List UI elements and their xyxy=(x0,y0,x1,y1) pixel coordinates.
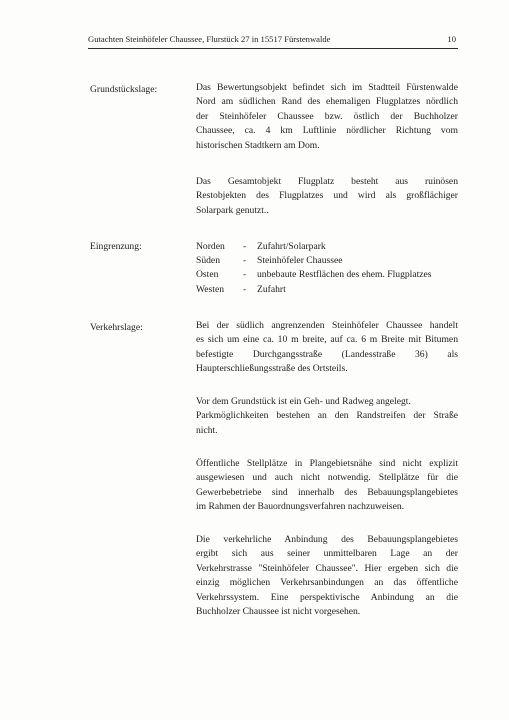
text-line: Gewerbebetriebe sind innerhalb des Bebauungsplangebietes xyxy=(196,486,458,498)
text-line: ergibt sich aus seiner unmittelbaren Lage an der xyxy=(196,548,458,560)
text-line: Chaussee, ca. 4 km Luftlinie nördlicher Richtung vom xyxy=(196,125,458,137)
text-line: Öffentliche Stellplätze in Plangebietsnähe sind nicht explizit xyxy=(196,458,458,469)
text-line: Parkmöglichkeiten bestehen an den Randstreifen der Straße xyxy=(196,410,458,422)
border-value: unbebaute Restflächen des ehem. Flugplatzes xyxy=(257,269,432,281)
text-line: einzig möglichen Verkehrsanbindungen an das öffentliche xyxy=(196,577,458,589)
border-dash: - xyxy=(243,241,247,252)
text-line: der Steinhöfeler Chaussee bzw. östlich der Buchholzer xyxy=(196,110,458,122)
text-line: befestigte Durchgangsstraße (Landesstraße 36) als xyxy=(196,348,458,360)
border-direction: Osten xyxy=(196,269,219,281)
border-dash: - xyxy=(243,283,247,295)
text-line: Das Gesamtobjekt Flugplatz besteht aus ruinösen xyxy=(196,176,458,187)
text-line: Verkehrstrasse "Steinhöfeler Chaussee". Hier ergeben sich die xyxy=(196,562,458,574)
text-line: Vor dem Grundstück ist ein Geh- und Radweg angelegt. xyxy=(196,396,411,407)
text-line: es sich um eine ca. 10 m breite, auf ca. 6 m Breite mit Bitumen xyxy=(196,334,458,346)
text-line: Die verkehrliche Anbindung des Bebauungsplangebietes xyxy=(196,534,458,545)
text-line: Bei der südlich angrenzenden Steinhöfeler Chaussee handelt xyxy=(196,320,458,331)
border-value: Steinhöfeler Chaussee xyxy=(257,255,343,267)
text-line: ausgewiesen und auch nicht notwendig. Stellplätze für die xyxy=(196,472,458,484)
text-line: historischen Stadtkern am Dom. xyxy=(196,139,320,151)
text-line: Solarpark genutzt.. xyxy=(196,204,269,216)
location-label: Grundstückslage: xyxy=(90,84,158,95)
location-paragraph-1 xyxy=(196,81,458,153)
header-title: Gutachten Steinhöfeler Chaussee, Flurstück 27 in 15517 Fürstenwalde xyxy=(88,34,331,44)
traffic-paragraph-1 xyxy=(196,319,458,377)
text-line: im Rahmen der Bauordnungsverfahren nachzuweisen. xyxy=(196,501,405,513)
traffic-paragraph-4 xyxy=(196,533,458,619)
border-dash: - xyxy=(243,269,247,281)
border-direction: Norden xyxy=(196,241,225,252)
traffic-paragraph-2 xyxy=(196,395,458,438)
text-line: Haupterschließungsstraße des Ortsteils. xyxy=(196,363,348,375)
page-number: 10 xyxy=(447,34,456,44)
text-line: Buchholzer Chaussee ist nicht vorgesehen. xyxy=(196,606,361,618)
text-line: nicht. xyxy=(196,424,218,436)
text-line: Das Bewertungsobjekt befindet sich im Stadtteil Fürstenwalde xyxy=(196,82,458,93)
text-line: Restobjekten des Flugplatzes und wird als großflächiger xyxy=(196,190,458,202)
traffic-label: Verkehrslage: xyxy=(90,322,143,333)
traffic-paragraph-3 xyxy=(196,457,458,515)
location-paragraph-2 xyxy=(196,175,458,218)
border-dash: - xyxy=(243,255,247,267)
header-divider xyxy=(88,48,458,49)
border-direction: Westen xyxy=(196,283,224,295)
border-value: Zufahrt/Solarpark xyxy=(257,241,326,252)
borders-label: Eingrenzung: xyxy=(90,241,142,252)
text-line: Verkehrssystem. Eine perspektivische Anbindung an die xyxy=(196,591,458,603)
border-direction: Süden xyxy=(196,255,220,267)
border-value: Zufahrt xyxy=(257,283,286,295)
text-line: Nord am südlichen Rand des ehemaligen Flugplatzes nördlich xyxy=(196,96,458,108)
